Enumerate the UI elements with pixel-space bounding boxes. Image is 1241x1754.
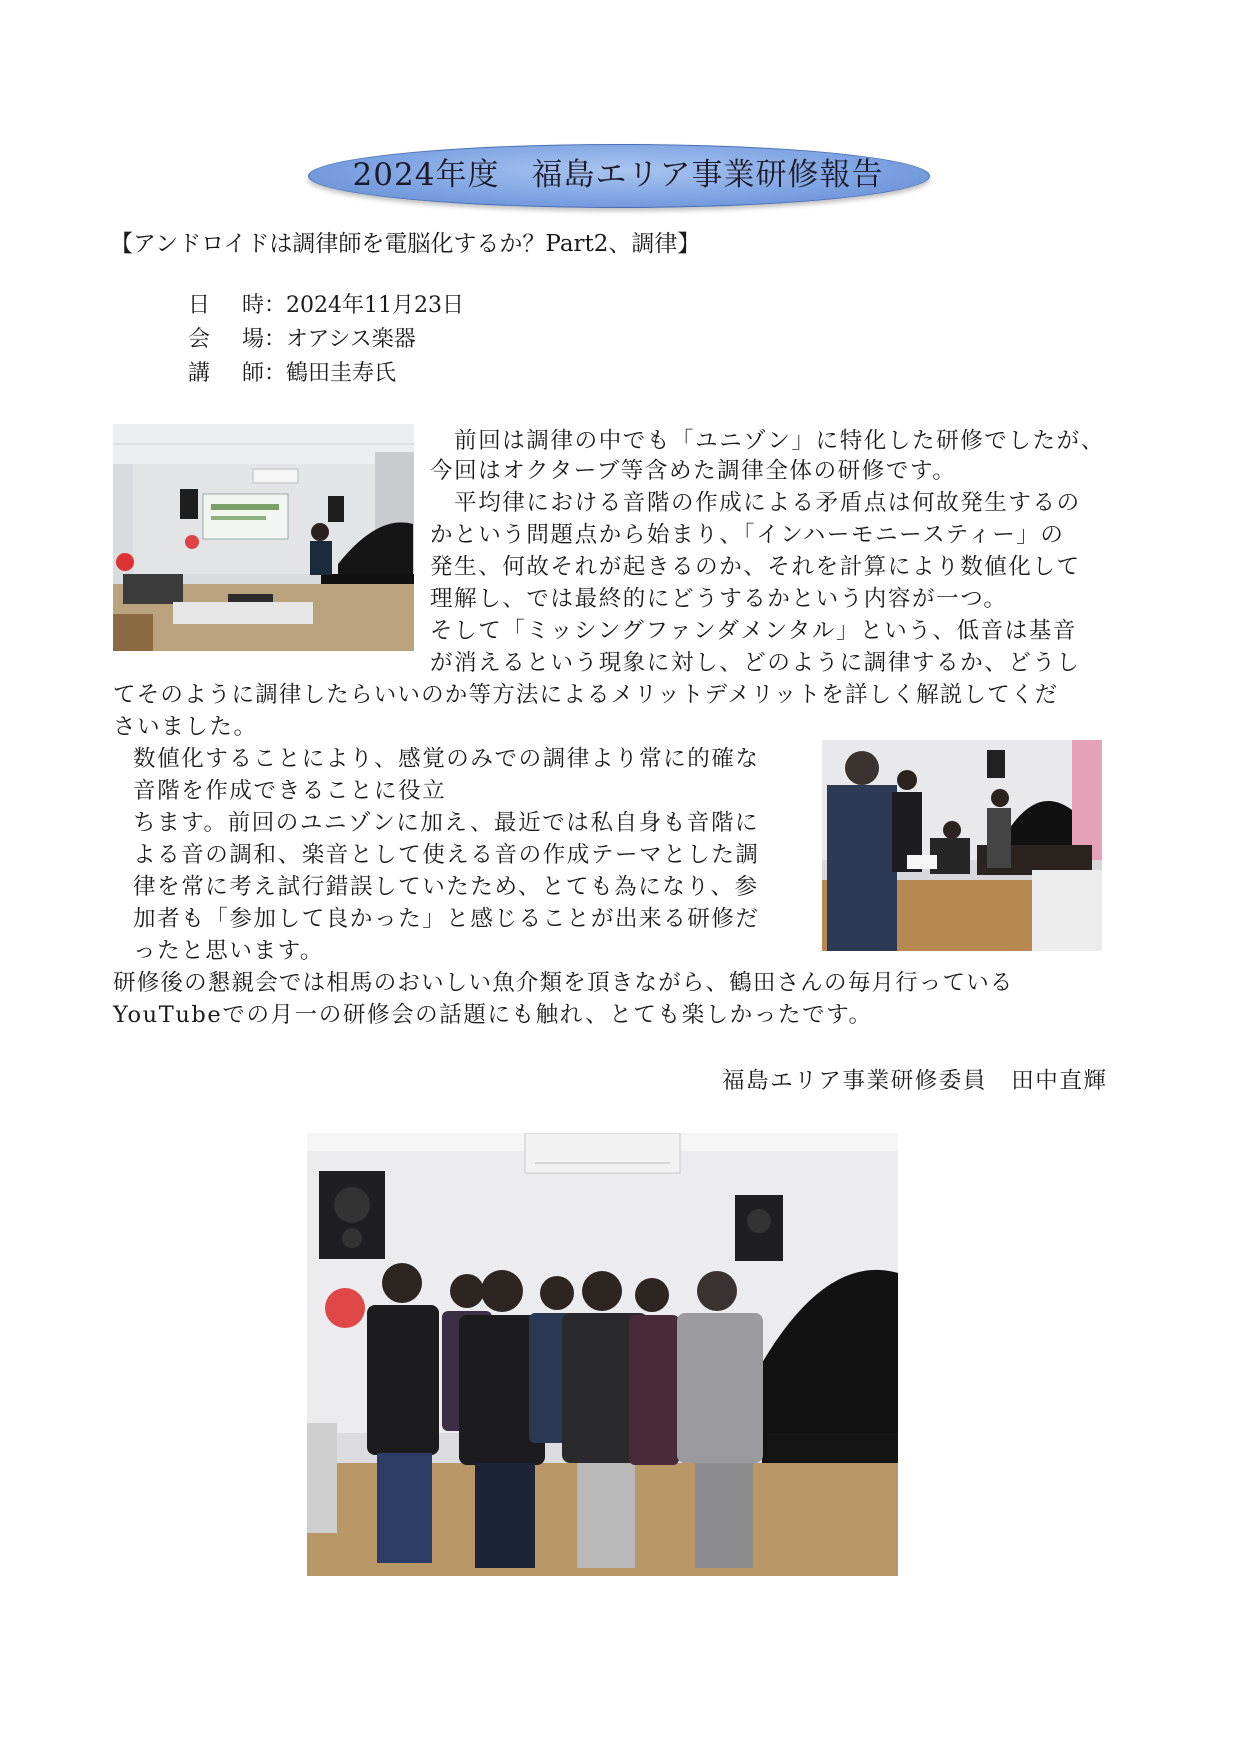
paragraph-line: 今回はオクターブ等含めた調律全体の研修です。 [430,458,957,484]
page-title: 2024年度 福島エリア事業研修報告 [352,157,884,193]
paragraph-line: ちます。前回のユニゾンに加え、最近では私自身も音階に [133,810,760,836]
paragraph-line: 発生、何故それが起きるのか、それを計算により数値化して [430,554,1081,580]
seminar-subtitle: 【アンドロイドは調律師を電脳化するか？Part2、調律】 [110,231,701,257]
group-photo [307,1133,898,1576]
venue-value: ：オアシス楽器 [264,327,416,352]
info-venue [188,322,416,353]
paragraph-line: かという問題点から始まり、「インハーモニースティー」の [430,522,1065,548]
lecture-photo [113,424,414,651]
paragraph-line: 前回は調律の中でも「ユニゾン」に特化した研修でしたが、 [430,428,1105,454]
venue-label: 会 場 [188,327,264,352]
paragraph-line: ったと思います。 [133,938,325,964]
info-lecturer [188,356,396,387]
paragraph-line: 音階を作成できることに役立 [133,778,447,804]
paragraph-line: てそのように調律したらいいのか等方法によるメリットデメリットを詳しく解説してくだ [113,682,1059,708]
paragraph-line: YouTubeでの月一の研修会の話題にも触れ、とても楽しかったです。 [113,1002,873,1028]
paragraph-line: 平均律における音階の作成による矛盾点は何故発生するの [430,490,1081,516]
paragraph-line: さいました。 [113,714,258,740]
author-signature: 福島エリア事業研修委員 田中直輝 [722,1068,1108,1094]
paragraph-line: 研修後の懇親会では相馬のおいしい魚介類を頂きながら、鶴田さんの毎月行っている [113,970,1014,996]
paragraph-line: 律を常に考え試行錯誤していたため、とても為になり、参 [133,874,759,900]
paragraph-line: そして「ミッシングファンダメンタル」という、低音は基音 [430,618,1077,644]
date-label: 日 時 [188,293,264,318]
lecturer-value: ：鶴田圭寿氏 [264,361,397,386]
paragraph-line: 加者も「参加して良かった」と感じることが出来る研修だ [133,906,760,932]
participants-photo [822,740,1102,951]
paragraph-line: 数値化することにより、感覚のみでの調律より常に的確な [133,746,760,772]
lecturer-label: 講 師 [188,361,264,386]
paragraph-line: 理解し、では最終的にどうするかという内容が一つ。 [430,586,1008,612]
date-value: ：2024年11月23日 [264,293,464,318]
paragraph-line: が消えるという現象に対し、どのように調律するか、どうし [430,650,1081,676]
paragraph-line: よる音の調和、楽音として使える音の作成テーマとした調 [133,842,760,868]
info-date [188,288,464,319]
